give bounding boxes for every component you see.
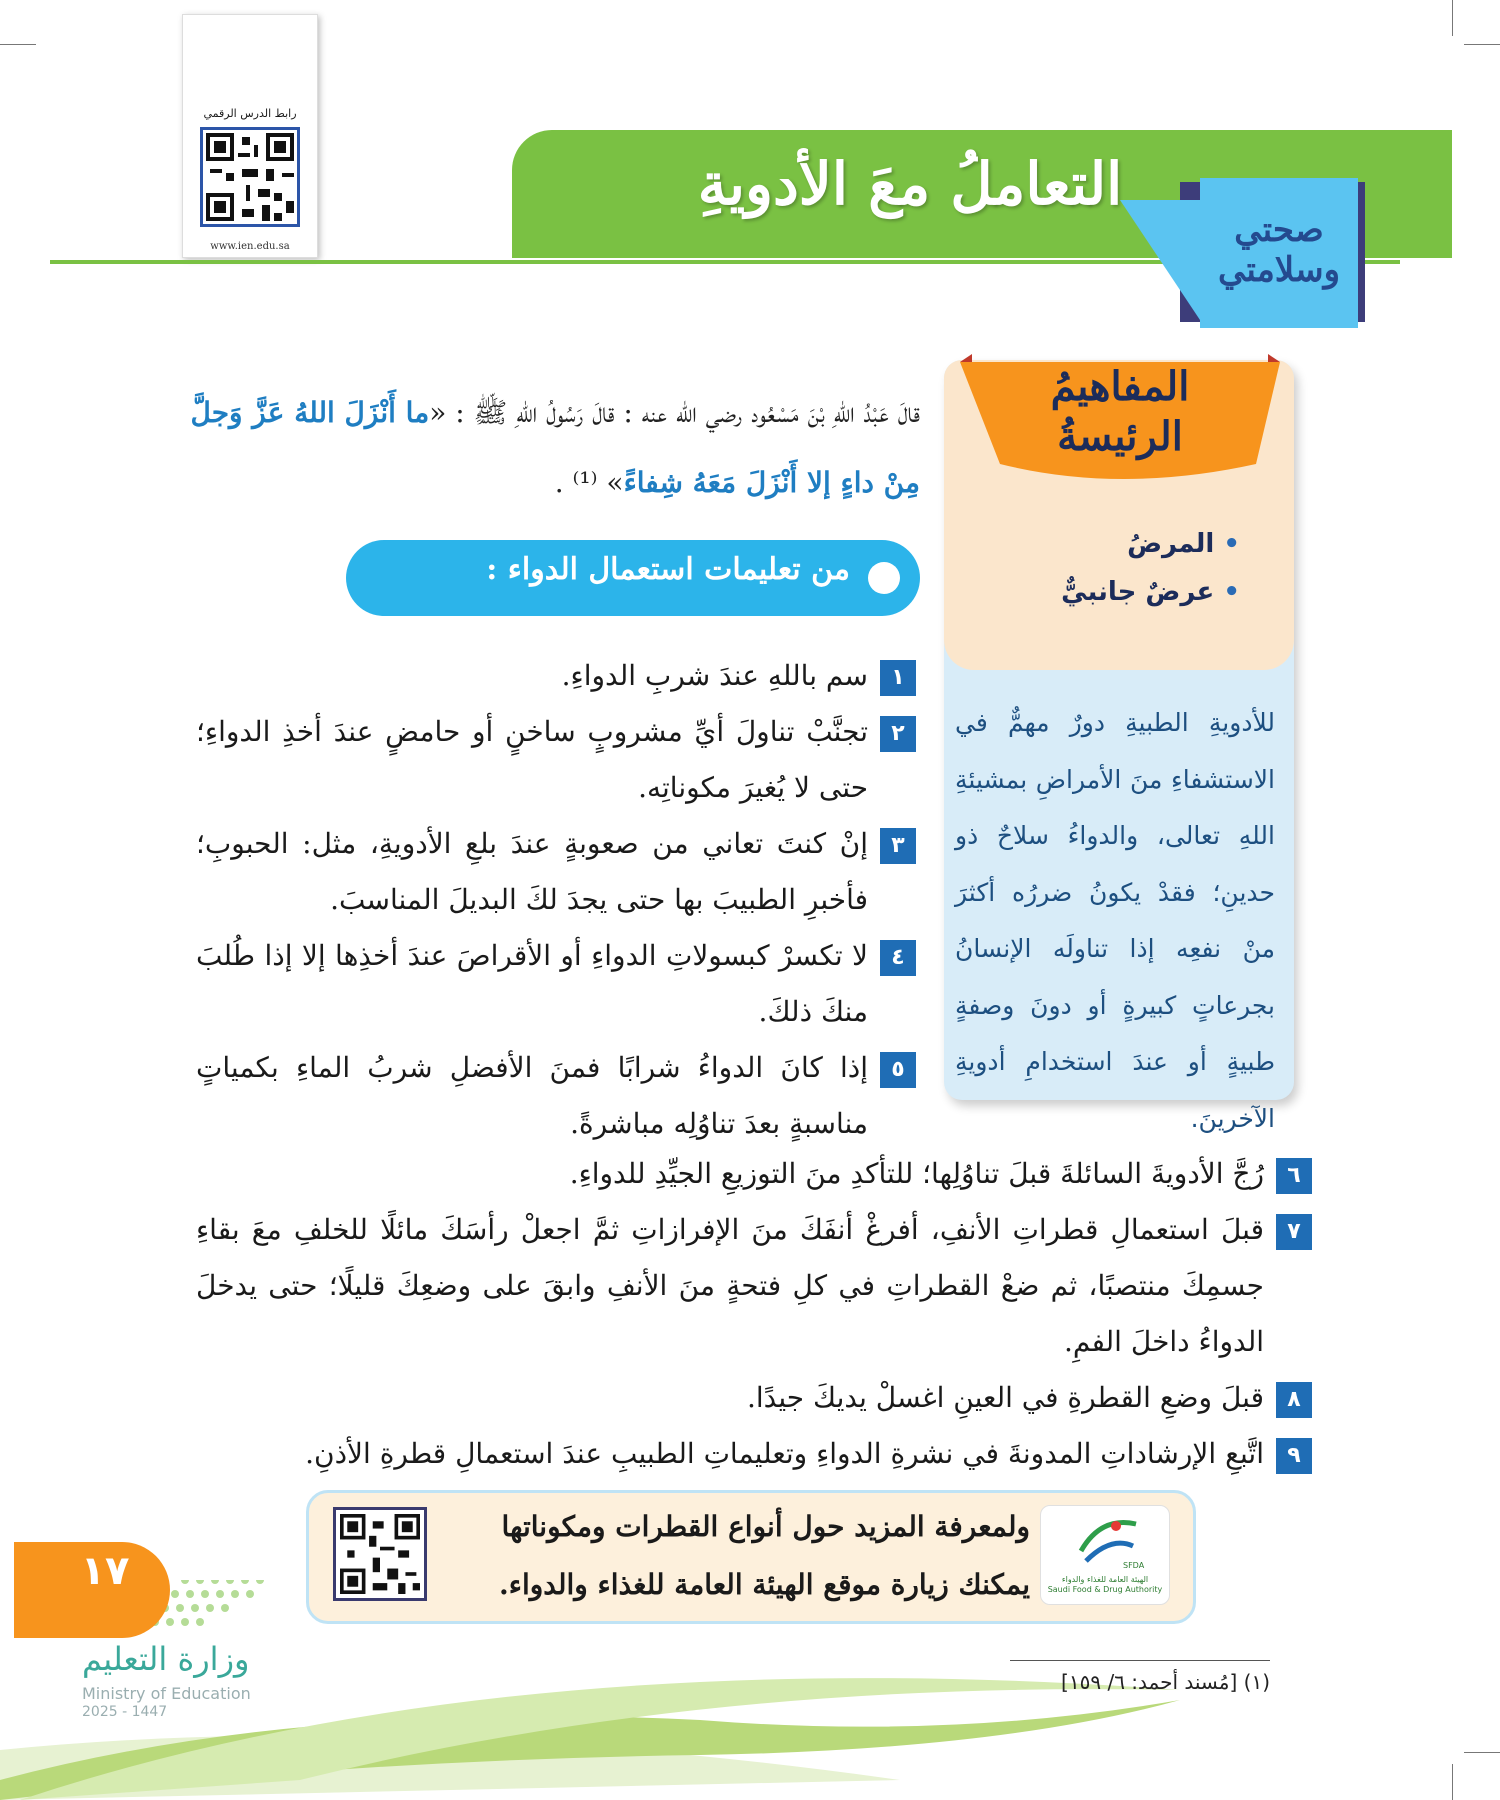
item-number: ٩	[1276, 1438, 1312, 1474]
sfda-logo-en: Saudi Food & Drug Authority	[1047, 1585, 1163, 1594]
item-text: رُجَّ الأدويةَ السائلةَ قبلَ تناوُلِها؛ للتأكدِ منَ التوزيعِ الجيِّدِ للدواءِ.	[569, 1157, 1264, 1190]
hadith-ending: » ⁽¹⁾ .	[554, 466, 624, 499]
footnote: (١) [مُسند أحمد: ٦/ ١٥٩]	[1061, 1670, 1270, 1694]
ministry-year: 2025 - 1447	[82, 1704, 168, 1720]
item-number: ٥	[880, 1052, 916, 1088]
key-concepts-title-line2: الرئيسةُ	[1057, 413, 1183, 460]
item-text: قبلَ وضعِ القطرةِ في العينِ اغسلْ يديكَ جيدًا.	[746, 1381, 1264, 1414]
ministry-logo-ar: وزارة التعليم	[82, 1640, 250, 1678]
sfda-line1: ولمعرفة المزيد حول أنواع القطرات ومكوناتها	[501, 1510, 1030, 1543]
unit-badge-label	[1200, 210, 1358, 290]
item-text: إذا كانَ الدواءُ شرابًا فمنَ الأفضلِ شربُ الماءِ بكمياتٍ مناسبةٍ بعدَ تناوُلِه مباشرةً.	[196, 1051, 868, 1140]
item-number: ١	[880, 660, 916, 696]
instruction-item	[196, 1146, 1312, 1202]
key-concepts-title-line1: المفاهيمُ	[1050, 363, 1190, 410]
item-number: ٤	[880, 940, 916, 976]
instruction-item	[196, 1202, 1312, 1370]
unit-badge-tail	[1120, 200, 1200, 320]
item-text: اتَّبعِ الإرشاداتِ المدونةَ في نشرةِ الدواءِ وتعليماتِ الطبيبِ عندَ استعمالِ قطرةِ الأذنِ.	[305, 1437, 1264, 1470]
unit-badge-line2: وسلامتي	[1217, 250, 1340, 290]
key-concept-item: • عرضٌ جانبيٌّ	[1020, 568, 1240, 616]
hadith-intro: قالَ عَبْدُ اللهِ بْنَ مَسْعُود رضي الله عنه : قالَ رَسُولُ اللهِ ﷺ : «	[429, 396, 920, 429]
item-text: لا تكسرْ كبسولاتِ الدواءِ أو الأقراصَ عندَ أخذِها إلا إذا طُلبَ منكَ ذلكَ.	[196, 939, 868, 1028]
website-url[interactable]: www.ien.edu.sa	[210, 241, 290, 252]
key-concepts-paragraph: للأدويةِ الطبيةِ دورٌ مهمٌّ في الاستشفاءِ منَ الأمراضِ بمشيئةِ اللهِ تعالى، والدواءُ سلاحٌ ذو حدينِ؛ فقدْ يكونُ ضررُه أكثرَ منْ نفعِه إذا تناولَه الإنسانُ بجرعاتٍ كبيرةٍ أو دونَ وصفةٍ طبيةٍ أو عندَ استخدامِ أدويةِ الآخرينَ.	[955, 708, 1275, 1133]
instruction-item	[196, 816, 916, 928]
sfda-abbr: SFDA	[1123, 1561, 1145, 1570]
key-concepts-list	[1020, 520, 1240, 616]
digital-lesson-caption: رابط الدرس الرقمي	[203, 107, 297, 120]
footnote-divider	[1010, 1660, 1270, 1661]
hadith-text: ما أَنْزَلَ اللهُ عَزَّ وَجلَّ مِنْ داءٍ إلا أَنْزَلَ مَعَهُ شِفاءً	[190, 396, 920, 499]
crop-mark	[0, 44, 36, 45]
sfda-emblem-icon	[1041, 1506, 1171, 1576]
instructions-title: من تعليمات استعمال الدواء :	[486, 552, 850, 587]
sfda-logo-ar: الهيئة العامة للغذاء والدواء	[1061, 1575, 1149, 1584]
bullet-dot-icon	[868, 562, 900, 594]
page-number: ١٧	[80, 1548, 130, 1594]
hadith-quote	[180, 378, 920, 518]
key-concepts-title	[990, 362, 1250, 462]
instruction-item	[196, 704, 916, 816]
item-text: قبلَ استعمالِ قطراتِ الأنفِ، أفرغْ أنفَكَ منَ الإفرازاتِ ثمَّ اجعلْ رأسَكَ مائلًا للخلفِ معَ بقاءِ جسمِكَ منتصبًا، ثم ضعْ القطراتِ في كلِ فتحةٍ منَ الأنفِ وابقَ على وضعِكَ قليلًا؛ حتى يدخلَ الدواءُ داخلَ الفمِ.	[196, 1213, 1264, 1358]
instruction-item	[196, 648, 916, 704]
key-concept-item: • المرضُ	[1020, 520, 1240, 568]
crop-mark	[1452, 0, 1453, 36]
item-text: إنْ كنتَ تعاني من صعوبةٍ عندَ بلعِ الأدويةِ، مثل: الحبوبِ؛ فأخبرِ الطبيبَ بها حتى يجدَ لكَ البديلَ المناسبَ.	[196, 827, 868, 916]
ministry-logo-en: Ministry of Education	[82, 1684, 251, 1703]
instruction-item	[196, 928, 916, 1040]
item-number: ٣	[880, 828, 916, 864]
item-number: ٧	[1276, 1214, 1312, 1250]
item-text: سم باللهِ عندَ شربِ الدواءِ.	[561, 659, 868, 692]
instruction-item	[196, 1040, 916, 1152]
item-number: ٨	[1276, 1382, 1312, 1418]
sfda-line2: يمكنك زيارة موقع الهيئة العامة للغذاء والدواء.	[499, 1568, 1030, 1601]
digital-lesson-card[interactable]	[182, 14, 318, 258]
item-number: ٢	[880, 716, 916, 752]
item-number: ٦	[1276, 1158, 1312, 1194]
qr-code-icon[interactable]	[200, 127, 300, 227]
item-text: تجنَّبْ تناولَ أيِّ مشروبٍ ساخنٍ أو حامضٍ عندَ أخذِ الدواءِ؛ حتى لا يُغيرَ مكوناتِه.	[196, 715, 869, 804]
instruction-item	[196, 1426, 1312, 1482]
page-title: التعاملُ معَ الأدويةِ	[697, 150, 1123, 218]
instruction-item	[196, 1370, 1312, 1426]
unit-badge-line1: صحتي	[1234, 210, 1324, 250]
crop-mark	[1464, 44, 1500, 45]
